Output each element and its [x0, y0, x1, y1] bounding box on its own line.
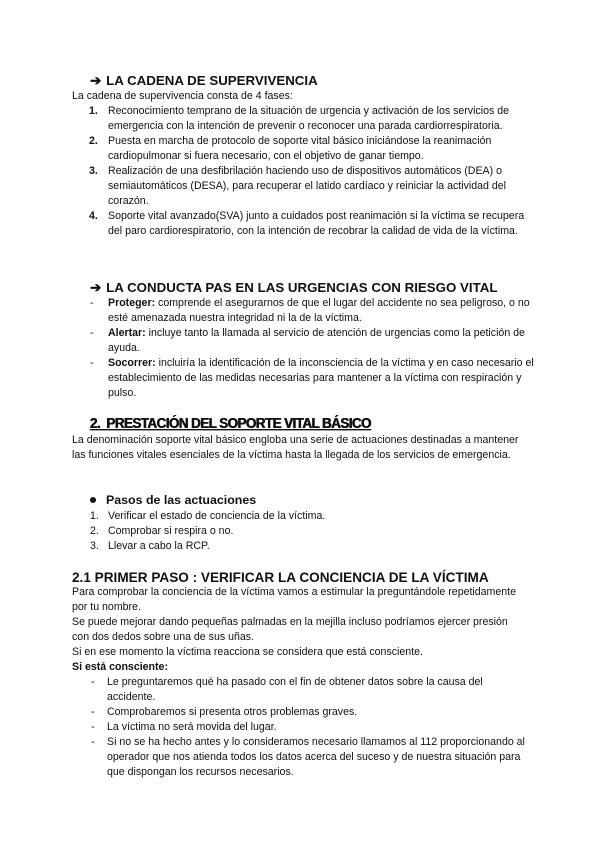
heading-prestacion: 2. PRESTACIÓN DEL SOPORTE VITAL BÁSICO	[90, 415, 371, 432]
pas-list	[72, 296, 538, 401]
list-item: 2. Puesta en marcha de protocolo de soporte vital básico iniciándose la reanimación cardiopulmonar si fuera necesario, con el objetivo de ganar tiempo.	[89, 135, 492, 162]
list-item: 2. Comprobar si respira o no.	[90, 525, 234, 537]
consciente-heading: Si está consciente:	[72, 661, 168, 673]
list-item: - Comprobaremos si presenta otros problemas graves.	[91, 706, 358, 718]
pasos-list	[72, 509, 532, 554]
prestacion-intro: La denominación soporte vital básico engloba una serie de actuaciones destinadas a mantener las funciones vitales esenciales de la víctima hasta la llegada de los servicios de emergencia.	[72, 434, 519, 461]
bullet-icon	[90, 497, 96, 503]
arrow-icon: ➔	[90, 280, 102, 295]
arrow-icon: ➔	[90, 73, 102, 88]
primer-paso-p1: Para comprobar la conciencia de la víctima vamos a estimular la preguntándole repetidamente por tu nombre.	[72, 586, 516, 613]
heading-cadena: ➔ LA CADENA DE SUPERVIVENCIA	[90, 73, 318, 88]
list-item: - Proteger: comprende el asegurarnos de que el lugar del accidente no sea peligroso, o no esté amenazada nuestra integridad ni la de la víctima.	[90, 297, 530, 324]
primer-paso-p3: Si en ese momento la víctima reacciona se considera que está consciente.	[72, 646, 423, 658]
heading-pas: ➔ LA CONDUCTA PAS EN LAS URGENCIAS CON RIESGO VITAL	[90, 280, 498, 295]
list-item: 3. Realización de una desfibrilación haciendo uso de dispositivos automáticos (DEA) o semiautomáticos (DESA), para recuperar el latido cardíaco y reiniciar la actividad del corazón.	[89, 165, 507, 207]
list-item: 4. Soporte vital avanzado(SVA) junto a cuidados post reanimación si la víctima se recupera del paro cardiorespiratorio, con la intención de recobrar la calidad de vida de la víctima.	[89, 210, 525, 237]
list-item: - Le preguntaremos qué ha pasado con el fin de obtener datos sobre la causa del accidente.	[91, 676, 483, 703]
primer-paso-p2: Se puede mejorar dando pequeñas palmadas en la mejilla incluso podríamos ejercer presión con dos dedos sobre una de sus uñas.	[72, 616, 508, 643]
consciente-list	[72, 675, 532, 780]
pasos-heading: Pasos de las actuaciones	[72, 492, 256, 508]
heading-primer-paso: 2.1 PRIMER PASO : VERIFICAR LA CONCIENCIA DE LA VÍCTIMA	[72, 570, 489, 585]
list-item: 3. Llevar a cabo la RCP.	[90, 540, 210, 552]
list-item: 1. Verificar el estado de conciencia de la víctima.	[90, 510, 326, 522]
list-item: - La víctima no será movida del lugar.	[91, 721, 277, 733]
cadena-intro: La cadena de supervivencia consta de 4 fases:	[72, 90, 293, 102]
list-item: - Socorrer: incluiría la identificación de la inconsciencia de la víctima y en caso necesario el establecimiento de las medidas necesarias para mantener a la víctima con respiración y pulso.	[90, 357, 534, 399]
cadena-list	[72, 104, 536, 239]
list-item: - Alertar: incluye tanto la llamada al servicio de atención de urgencias como la petición de ayuda.	[90, 327, 525, 354]
list-item: - Si no se ha hecho antes y lo consideramos necesario llamamos al 112 proporcionando al operador que nos atienda todos los datos acerca del suceso y de nuestra situación para que dispongan los recursos necesarios.	[91, 736, 525, 778]
list-item: 1. Reconocimiento temprano de la situación de urgencia y activación de los servicios de emergencia con la intención de prevenir o reconocer una parada cardiorrespiratoria.	[89, 105, 510, 132]
